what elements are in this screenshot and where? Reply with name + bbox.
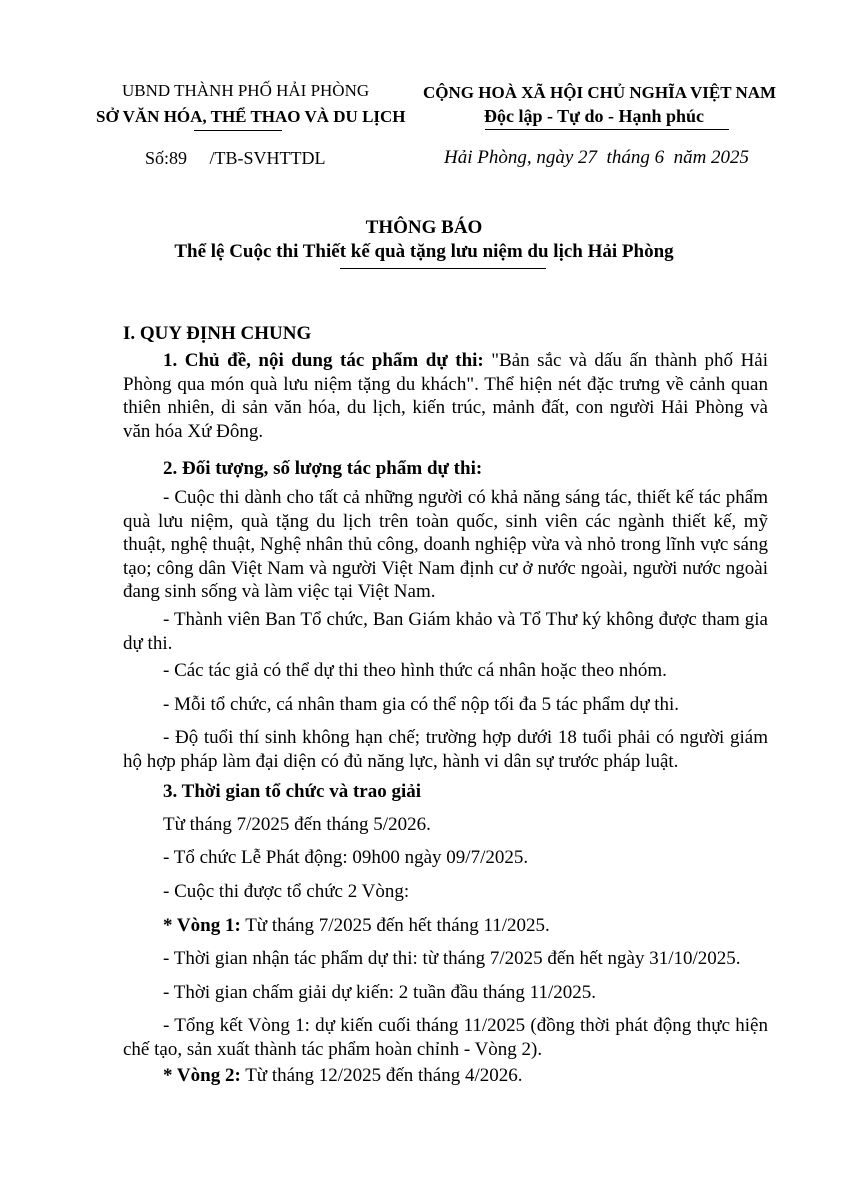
place-and-date: Hải Phòng, ngày 27 tháng 6 năm 2025 (444, 147, 750, 168)
nation-name: CỘNG HOÀ XÃ HỘI CHỦ NGHĨA VIỆT NAM (423, 83, 777, 102)
item2-paragraph-4: - Mỗi tổ chức, cá nhân tham gia có thể nộp tối đa 5 tác phẩm dự thi. (163, 694, 680, 715)
item2-paragraph-3: - Các tác giả có thể dự thi theo hình thức cá nhân hoặc theo nhóm. (163, 660, 667, 681)
section-heading: I. QUY ĐỊNH CHUNG (123, 323, 312, 344)
round1-label: * Vòng 1: (163, 915, 241, 936)
item1-label: 1. Chủ đề, nội dung tác phẩm dự thi: (163, 350, 484, 371)
round1-text: Từ tháng 7/2025 đến hết tháng 11/2025. (240, 915, 550, 936)
round2-label: * Vòng 2: (163, 1065, 241, 1086)
round1-line (163, 914, 550, 938)
item2-paragraph-2: - Thành viên Ban Tổ chức, Ban Giám khảo và Tổ Thư ký không được tham gia dự thi. (123, 609, 768, 654)
item1-paragraph (123, 349, 768, 443)
title-underline (340, 268, 546, 269)
item3-label: 3. Thời gian tổ chức và trao giải (163, 781, 422, 802)
item2-paragraph-1: - Cuộc thi dành cho tất cả những người có khả năng sáng tác, thiết kế tác phẩm quà lưu niệm, quà tặng du lịch trên toàn quốc, sinh viên các ngành thiết kế, mỹ thuật, nghệ thuật, Nghệ nhân thủ công, doanh nghiệp vừa và nhỏ trong lĩnh vực sáng tạo; công dân Việt Nam và người Việt Nam định cư ở nước ngoài, người nước ngoài đang sinh sống và làm việc tại Việt Nam. (123, 487, 768, 602)
item3-paragraph-6: - Tổng kết Vòng 1: dự kiến cuối tháng 11/2025 (đồng thời phát động thực hiện chế tạo, sản xuất thành tác phẩm hoàn chỉnh - Vòng 2). (123, 1015, 768, 1060)
document-subtitle: Thể lệ Cuộc thi Thiết kế quà tặng lưu niệm du lịch Hải Phòng (174, 241, 674, 262)
round2-line (163, 1064, 523, 1088)
item1-text: "Bản sắc và dấu ấn thành phố Hải Phòng qua món quà lưu niệm tặng du khách". Thể hiện nét đặc trưng về cảnh quan thiên nhiên, di sản văn hóa, du lịch, kiến trúc, mảnh đất, con người Hải Phòng và văn hóa Xứ Đông. (123, 350, 768, 442)
item2-label: 2. Đối tượng, số lượng tác phẩm dự thi: (163, 458, 483, 479)
item3-paragraph-2: - Tổ chức Lễ Phát động: 09h00 ngày 09/7/2025. (163, 847, 529, 868)
nation-motto: Độc lập - Tự do - Hạnh phúc (484, 106, 705, 126)
motto-underline (485, 129, 729, 130)
item3-paragraph-4: - Thời gian nhận tác phẩm dự thi: từ tháng 7/2025 đến hết ngày 31/10/2025. (163, 948, 741, 969)
document-number: Số:89 /TB-SVHTTDL (145, 148, 326, 168)
org-name-line2: SỞ VĂN HÓA, THỂ THAO VÀ DU LỊCH (96, 107, 406, 126)
item3-paragraph-3: - Cuộc thi được tổ chức 2 Vòng: (163, 881, 410, 902)
item3-paragraph-5: - Thời gian chấm giải dự kiến: 2 tuần đầu tháng 11/2025. (163, 982, 596, 1003)
org-underline (194, 130, 282, 131)
org-name-line1: UBND THÀNH PHỐ HẢI PHÒNG (122, 81, 370, 100)
round2-text: Từ tháng 12/2025 đến tháng 4/2026. (240, 1065, 523, 1086)
item3-paragraph-1: Từ tháng 7/2025 đến tháng 5/2026. (163, 814, 431, 835)
item2-paragraph-5: - Độ tuổi thí sinh không hạn chế; trường hợp dưới 18 tuổi phải có người giám hộ hợp pháp làm đại diện có đủ năng lực, hành vi dân sự trước pháp luật. (123, 727, 768, 772)
document-title: THÔNG BÁO (365, 217, 483, 238)
